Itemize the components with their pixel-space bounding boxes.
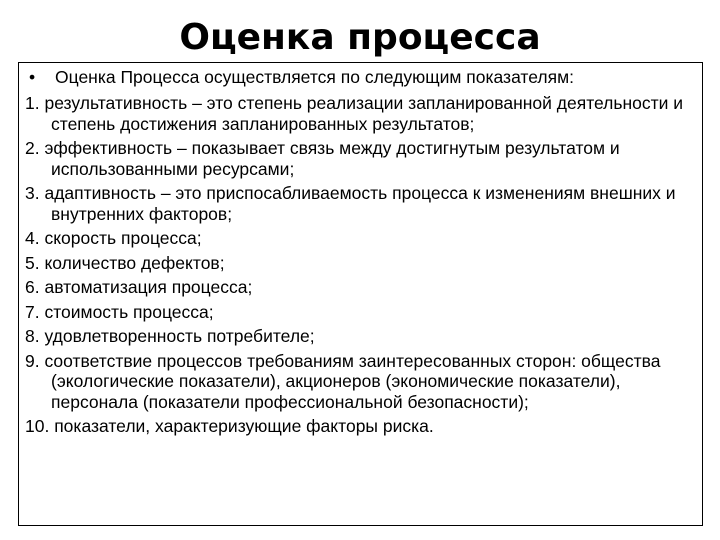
list-item-10: 10. показатели, характеризующие факторы риска. — [25, 416, 434, 436]
intro-paragraph — [25, 67, 696, 88]
list-item-4: 4. скорость процесса; — [25, 228, 202, 248]
list-item-3: 3. адаптивность – это приспосабливаемость процесса к изменениям внешних и внутренних факторов; — [25, 183, 676, 224]
list-item-8: 8. удовлетворенность потребителе; — [25, 326, 315, 346]
list-item-9: 9. соответствие процессов требованиям заинтересованных сторон: общества (экологические показатели), акционеров (экономические показатели), персонала (показатели профессиональной безопасности); — [25, 350, 661, 412]
list-item-7: 7. стоимость процесса; — [25, 301, 214, 322]
content-frame — [18, 62, 703, 526]
list-item-2: 2. эффективность – показывает связь между достигнутым результатом и использованными ресурсами; — [25, 138, 620, 179]
list-item-6: 6. автоматизация процесса; — [25, 277, 253, 297]
list-item-5: 5. количество дефектов; — [25, 252, 225, 273]
slide-title: Оценка процесса — [179, 17, 541, 58]
bullet-icon: • — [29, 67, 36, 87]
list-item-1: 1. результативность – это степень реализации запланированной деятельности и степень достижения запланированных результатов; — [25, 93, 684, 134]
intro-text: Оценка Процесса осуществляется по следующим показателям: — [55, 67, 574, 87]
indicator-list — [25, 93, 696, 437]
